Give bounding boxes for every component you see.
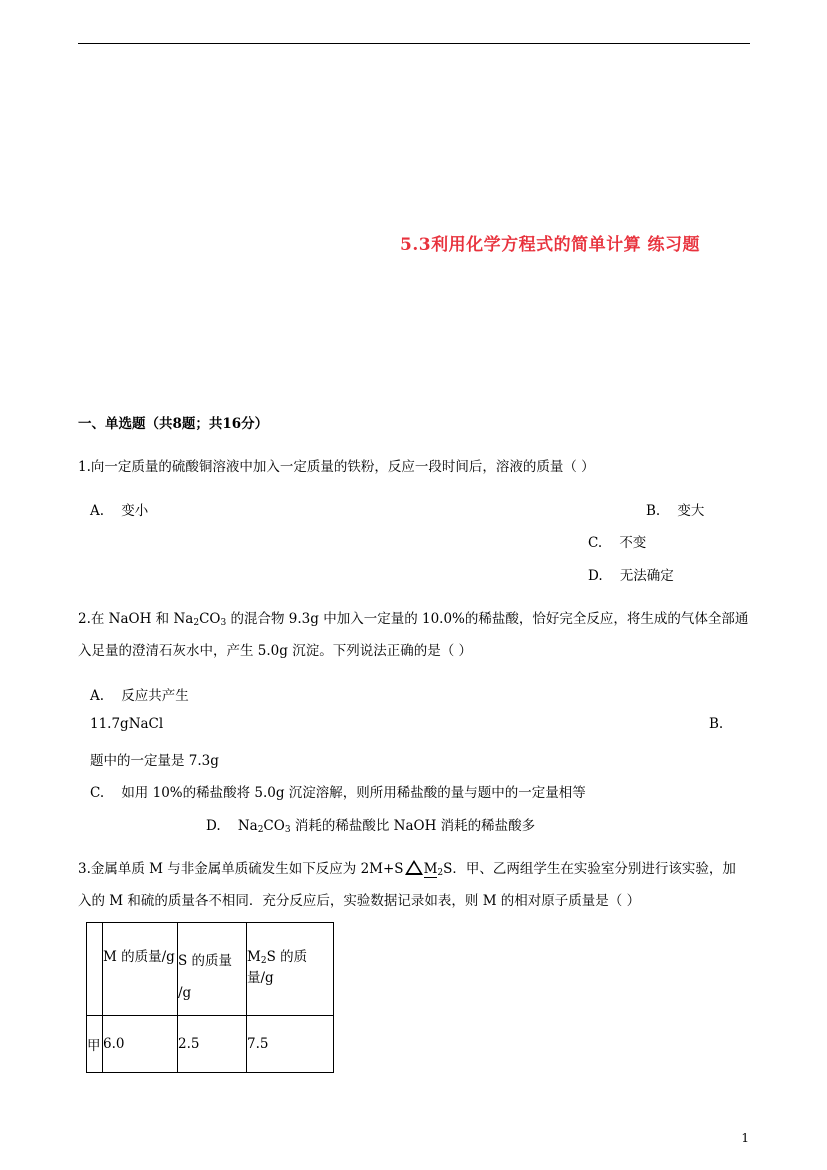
option-text: 变小 (121, 503, 149, 519)
question-1-option-d[interactable] (588, 564, 674, 584)
table-header-cell-empty (87, 923, 103, 1016)
option-text: 无法确定 (619, 568, 674, 584)
header-rule (78, 43, 750, 44)
table-header-cell-s-mass: S 的质量 /g (178, 923, 247, 1016)
option-letter: D. (206, 818, 221, 834)
question-2-option-d[interactable] (206, 814, 535, 835)
page-number: 1 (741, 1131, 749, 1145)
question-1-option-b[interactable] (646, 499, 704, 519)
question-2-option-a[interactable] (90, 684, 189, 704)
option-letter: A. (90, 688, 105, 704)
option-letter: C. (90, 785, 105, 801)
question-2-stem-line-1: 2.在 NaOH 和 $Na_2CO_3$ 的混合物 9.3g 中加入一定量的 10.0%的稀盐酸，恰好完全反应，将生成的气体全部通 (78, 611, 749, 628)
table-header-row (87, 923, 334, 1016)
question-3-stem-line-1: 3.金属单质 M 与非金属单质硫发生如下反应为 2M+S $M_2S$．甲、乙两组学生在实验室分别进行该实验，加 (78, 861, 736, 878)
option-text: $Na_2CO_3$ 消耗的稀盐酸比 NaOH 消耗的稀盐酸多 (237, 818, 536, 835)
question-2-option-c[interactable] (90, 781, 586, 801)
question-2-option-a-continued: 11.7gNaCl (90, 716, 164, 732)
document-title: 5.3利用化学方程式的简单计算 练习题 (400, 235, 700, 255)
table-cell-row-label: 甲 (87, 1016, 103, 1073)
table-cell-s: 2.5 (178, 1016, 247, 1073)
section-heading: 一、单选题（共8题；共16分） (78, 416, 269, 432)
table-cell-m: 6.0 (103, 1016, 178, 1073)
option-text: 变大 (677, 503, 705, 519)
option-text: 反应共产生 (121, 688, 189, 704)
option-letter: B. (646, 503, 661, 519)
question-2-stem-line-2: 入足量的澄清石灰水中，产生 5.0g 沉淀。下列说法正确的是（ ） (78, 643, 472, 659)
table-header-cell-m-mass: M 的质量/g (103, 923, 178, 1016)
question-3-stem-line-2: 入的 M 和硫的质量各不相同．充分反应后，实验数据记录如表，则 M 的相对原子质量是（ ） (78, 893, 641, 909)
option-letter: C. (588, 535, 603, 551)
option-letter: D. (588, 568, 603, 584)
question-1-stem: 1.向一定质量的硫酸铜溶液中加入一定质量的铁粉，反应一段时间后，溶液的质量（ ） (78, 459, 595, 475)
option-text: 不变 (619, 535, 647, 551)
option-letter: A. (90, 503, 105, 519)
table-cell-m2s: 7.5 (247, 1016, 334, 1073)
question-1-option-a[interactable] (90, 499, 148, 519)
question-1-option-c[interactable] (588, 531, 646, 551)
heat-triangle-icon (405, 860, 423, 875)
table-row (87, 1016, 334, 1073)
experiment-data-table (86, 922, 334, 1073)
question-2-option-b-letter[interactable]: B. (709, 716, 724, 732)
question-2-option-b-text: 题中的一定量是 7.3g (90, 753, 219, 769)
table-header-cell-m2s-mass: $M_2S$ 的质量/g (247, 923, 334, 1016)
option-text: 如用 10%的稀盐酸将 5.0g 沉淀溶解，则所用稀盐酸的量与题中的一定量相等 (121, 785, 586, 801)
